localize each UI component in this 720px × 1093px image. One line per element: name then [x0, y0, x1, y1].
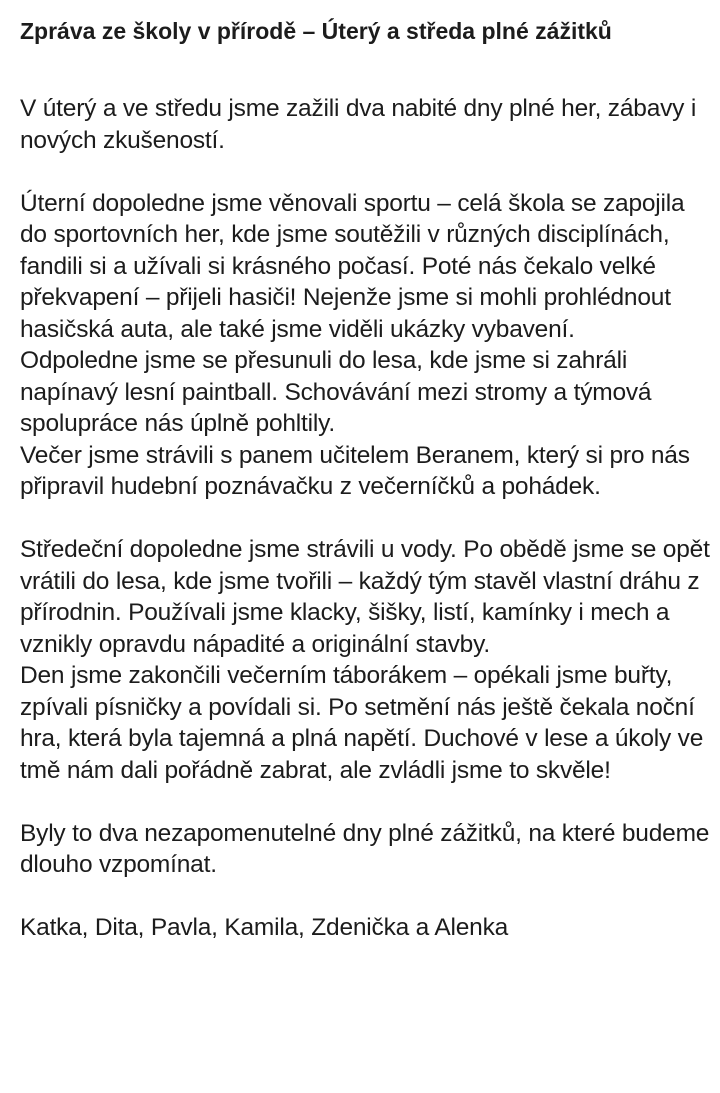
signature-line: Katka, Dita, Pavla, Kamila, Zdenička a Alenka: [20, 914, 509, 941]
intro-paragraph: V úterý a ve středu jsme zažili dva nabité dny plné her, zábavy i nových zkušeností.: [20, 95, 697, 154]
tuesday-evening-paragraph: Večer jsme strávili s panem učitelem Beranem, který si pro nás připravil hudební poznávačku z večerníčků a pohádek.: [20, 441, 690, 500]
paragraph-spacer: [20, 881, 710, 913]
wednesday-evening-paragraph: Den jsme zakončili večerním táborákem – opékali jsme buřty, zpívali písničky a povídali si. Po setmění nás ještě čekala noční hra, která byla tajemná a plná napětí. Duchové v lese a úkoly ve tmě nám dali pořádně zabrat, ale zvládli jsme to skvěle!: [20, 662, 704, 784]
tuesday-afternoon-paragraph: Odpoledne jsme se přesunuli do lesa, kde jsme si zahráli napínavý lesní paintball. Schovávání mezi stromy a týmová spolupráce nás úplně pohltily.: [20, 347, 652, 437]
paragraph-spacer: [20, 786, 710, 818]
report-document: [20, 16, 710, 944]
wednesday-morning-paragraph: Středeční dopoledne jsme strávili u vody. Po obědě jsme se opět vrátili do lesa, kde jsme tvořili – každý tým stavěl vlastní dráhu z přírodnin. Používali jsme klacky, šišky, listí, kamínky i mech a vznikly opravdu nápadité a originální stavby.: [20, 536, 710, 658]
paragraph-spacer: [20, 503, 710, 535]
closing-paragraph: Byly to dva nezapomenutelné dny plné zážitků, na které budeme dlouho vzpomínat.: [20, 819, 710, 878]
report-title: Zpráva ze školy v přírodě – Úterý a středa plné zážitků: [20, 18, 612, 44]
paragraph-spacer: [20, 156, 710, 188]
tuesday-morning-paragraph: Úterní dopoledne jsme věnovali sportu – celá škola se zapojila do sportovních her, kde jsme soutěžili v různých disciplínách, fandili si a užívali si krásného počasí. Poté nás čekalo velké překvapení – přijeli hasiči! Nejenže jsme si mohli prohlédnout hasičská auta, ale také jsme viděli ukázky vybavení.: [20, 189, 685, 343]
